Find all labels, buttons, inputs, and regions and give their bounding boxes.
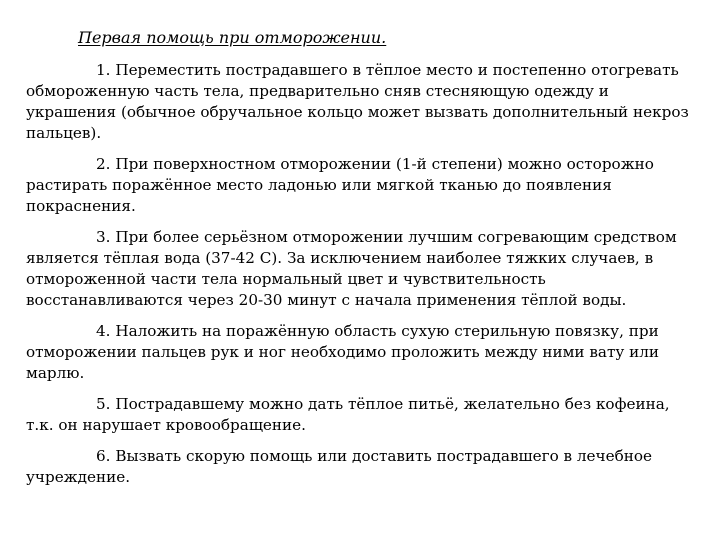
step-item-3: 3. При более серьёзном отморожении лучшим согревающим средством является тёплая вода (37-42 С). За исключением наиболее тяжких случаев, в отмороженной части тела нормальный цвет и чувствительность восстанавливаются через 20-30 минут с начала применения тёплой воды. xyxy=(26,228,677,309)
step-item-6: 6. Вызвать скорую помощь или доставить пострадавшего в лечебное учреждение. xyxy=(26,447,652,486)
step-item-1: 1. Переместить пострадавшего в тёплое место и постепенно отогревать обмороженную часть тела, предварительно сняв стесняющую одежду и украшения (обычное обручальное кольцо может вызвать дополнительный некроз пальцев). xyxy=(26,61,689,142)
step-item-4: 4. Наложить на поражённую область сухую стерильную повязку, при отморожении пальцев рук и ног необходимо проложить между ними вату или марлю. xyxy=(26,322,660,382)
document-title: Первая помощь при отморожении. xyxy=(78,28,387,47)
step-item-5: 5. Пострадавшему можно дать тёплое питьё, желательно без кофеина, т.к. он нарушает кровообращение. xyxy=(26,395,670,434)
step-item-2: 2. При поверхностном отморожении (1-й степени) можно осторожно растирать поражённое место ладонью или мягкой тканью до появления покраснения. xyxy=(26,155,654,215)
first-aid-steps-list xyxy=(26,60,698,498)
